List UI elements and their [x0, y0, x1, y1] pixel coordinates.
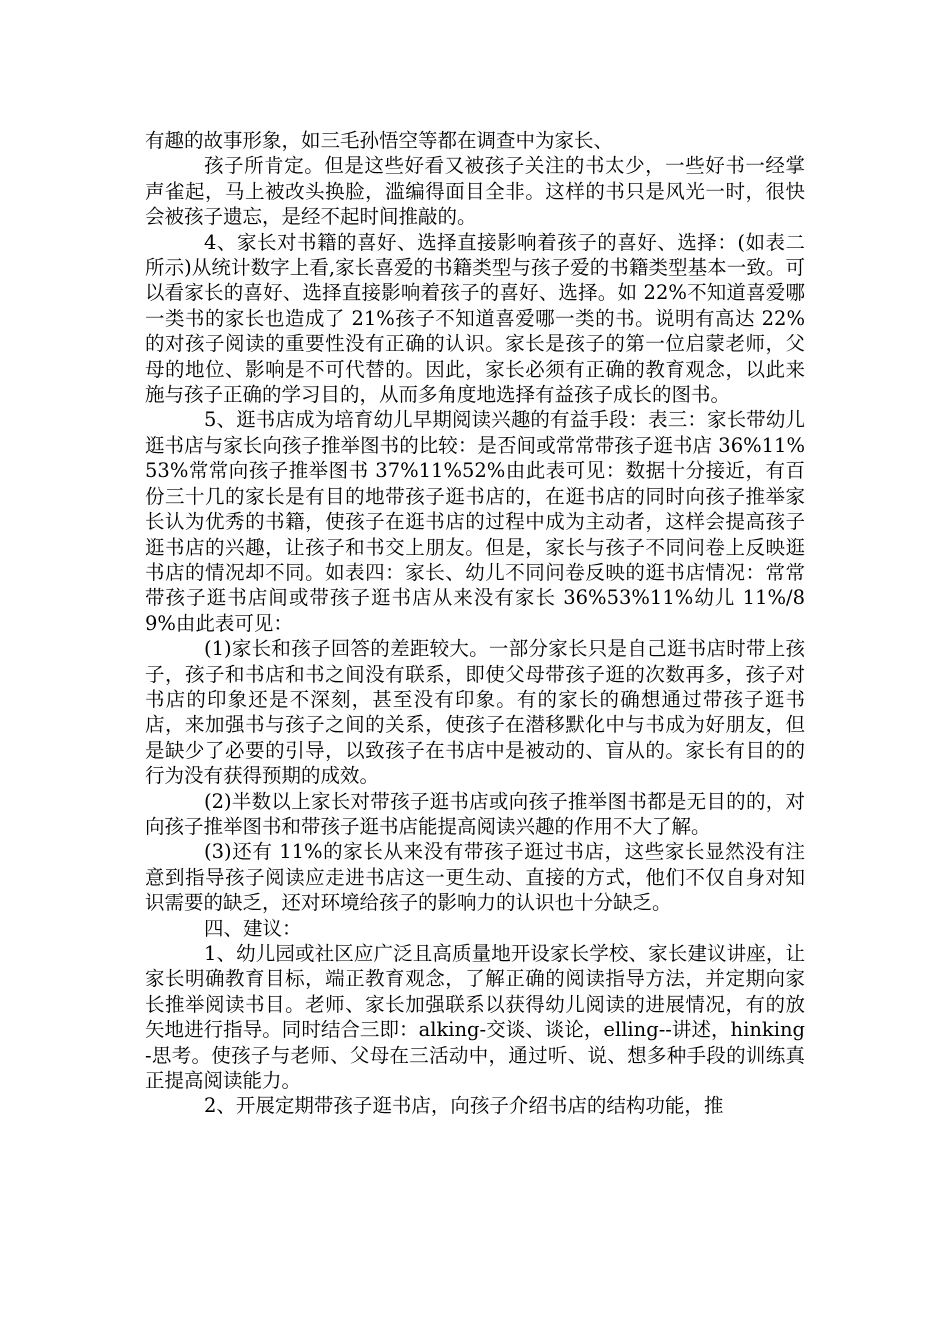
- paragraph-point-4-parent-preference: 4、家长对书籍的喜好、选择直接影响着孩子的喜好、选择：(如表二所示)从统计数字上看,家长喜爱的书籍类型与孩子爱的书籍类型基本一致。可以看家长的喜好、选择直接影响着孩子的喜好、选择。如 22%不知道喜爱哪一类书的家长也造成了 21%孩子不知道喜爱哪一类的书。说明有高达 22%的对孩子阅读的重要性没有正确的认识。家长是孩子的第一位启蒙老师，父母的地位、影响是不可代替的。因此，家长必须有正确的教育观念，以此来施与孩子正确的学习目的，从而多角度地选择有益孩子成长的图书。: [145, 230, 805, 407]
- section-heading-suggestions: 四、建议：: [204, 916, 302, 940]
- paragraph-suggestion-1: 1、幼儿园或社区应广泛且高质量地开设家长学校、家长建议讲座，让家长明确教育目标，端正教育观念，了解正确的阅读指导方法，并定期向家长推举阅读书目。老师、家长加强联系以获得幼儿阅读的进展情况，有的放矢地进行指导。同时结合三即：alking-交谈、谈论，elling--讲述，hinking-思考。使孩子与老师、父母在三活动中，通过听、说、想多种手段的训练真正提高阅读能力。: [145, 942, 805, 1093]
- document-page: [145, 128, 805, 1119]
- paragraph-finding-1: (1)家长和孩子回答的差距较大。一部分家长只是自己逛书店时带上孩子，孩子和书店和书之间没有联系，即使父母带孩子逛的次数再多，孩子对书店的印象还是不深刻，甚至没有印象。有的家长的确想通过带孩子逛书店，来加强书与孩子之间的关系，使孩子在潜移默化中与书成为好朋友，但是缺少了必要的引导，以致孩子在书店中是被动的、盲从的。家长有目的的行为没有获得预期的成效。: [145, 637, 805, 788]
- paragraph-good-books-scarce: 孩子所肯定。但是这些好看又被孩子关注的书太少，一些好书一经掌声雀起，马上被改头换脸，滥编得面目全非。这样的书只是风光一时，很快会被孩子遗忘，是经不起时间推敲的。: [145, 154, 805, 229]
- paragraph-finding-2: (2)半数以上家长对带孩子逛书店或向孩子推举图书都是无目的的，对向孩子推举图书和带孩子逛书店能提高阅读兴趣的作用不大了解。: [145, 789, 805, 838]
- paragraph-suggestion-2: 2、开展定期带孩子逛书店，向孩子介绍书店的结构功能，推: [204, 1094, 724, 1118]
- paragraph-finding-3: (3)还有 11%的家长从来没有带孩子逛过书店，这些家长显然没有注意到指导孩子阅读应走进书店这一更生动、直接的方式，他们不仅自身对知识需要的缺乏，还对环境给孩子的影响力的认识也十分缺乏。: [145, 840, 805, 915]
- paragraph-point-5-bookstore: 5、逛书店成为培育幼儿早期阅读兴趣的有益手段：表三：家长带幼儿逛书店与家长向孩子推举图书的比较：是否间或常常带孩子逛书店 36%11%53%常常向孩子推举图书 37%11%52%由此表可见：数据十分接近，有百份三十几的家长是有目的地带孩子逛书店的，在逛书店的同时向孩子推举家长认为优秀的书籍，使孩子在逛书店的过程中成为主动者，这样会提高孩子逛书店的兴趣，让孩子和书交上朋友。但是，家长与孩子不同问卷上反映逛书店的情况却不同。如表四：家长、幼儿不同问卷反映的逛书店情况：常常带孩子逛书店间或带孩子逛书店从来没有家长 36%53%11%幼儿 11%/89%由此表可见：: [145, 408, 805, 635]
- paragraph-story-image: 有趣的故事形象，如三毛孙悟空等都在调查中为家长、: [145, 129, 614, 152]
